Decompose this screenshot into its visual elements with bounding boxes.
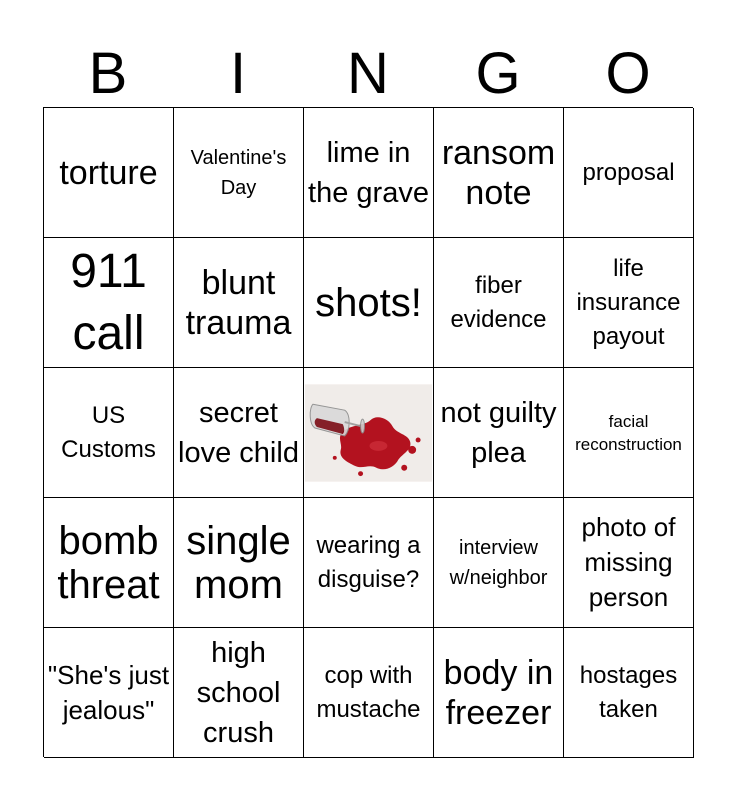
cell-label: secret love child <box>178 396 299 469</box>
bingo-cell[interactable] <box>564 498 694 628</box>
cell-label: proposal <box>582 158 675 186</box>
free-space-cell[interactable] <box>304 368 434 498</box>
cell-label: photo of missing person <box>581 512 676 612</box>
cell-label: "She's just jealous" <box>47 659 170 725</box>
cell-label: lime in the grave <box>308 136 429 209</box>
bingo-cell[interactable] <box>44 238 174 368</box>
cell-label: blunt trauma <box>185 263 292 342</box>
header-letter-o: O <box>605 41 651 106</box>
cell-label: shots! <box>315 280 422 325</box>
bingo-cell[interactable] <box>434 368 564 498</box>
cell-label: ransom note <box>441 133 556 212</box>
bingo-cell[interactable] <box>564 628 694 758</box>
bingo-cell[interactable] <box>564 368 694 498</box>
bingo-cell[interactable] <box>564 108 694 238</box>
bingo-cell[interactable] <box>304 498 434 628</box>
cell-label: Valentine's Day <box>190 146 287 199</box>
bingo-cell[interactable] <box>174 368 304 498</box>
bingo-cell[interactable] <box>44 368 174 498</box>
bingo-cell[interactable] <box>304 238 434 368</box>
bingo-cell[interactable] <box>434 628 564 758</box>
bingo-cell[interactable] <box>174 238 304 368</box>
bingo-cell[interactable] <box>174 628 304 758</box>
bingo-header <box>43 40 693 108</box>
cell-label: interview w/neighbor <box>449 536 548 589</box>
bingo-cell[interactable] <box>174 498 304 628</box>
cell-label: bomb threat <box>57 518 160 607</box>
cell-label: life insurance payout <box>576 254 681 350</box>
bingo-grid <box>43 107 693 757</box>
bingo-cell[interactable] <box>564 238 694 368</box>
cell-label: wearing a disguise? <box>316 531 421 593</box>
cell-label: cop with mustache <box>316 661 421 723</box>
bingo-cell[interactable] <box>44 108 174 238</box>
cell-label: US Customs <box>61 401 156 463</box>
cell-label: body in freezer <box>443 653 554 732</box>
header-letter-i: I <box>229 41 247 106</box>
cell-label: 911 call <box>70 244 147 360</box>
cell-label: not guilty plea <box>440 396 557 469</box>
bingo-cell[interactable] <box>434 238 564 368</box>
header-letter-g: G <box>475 41 521 106</box>
cell-label: torture <box>59 153 158 192</box>
bingo-cell[interactable] <box>44 498 174 628</box>
bingo-cell[interactable] <box>434 108 564 238</box>
header-letter-b: B <box>88 41 128 106</box>
cell-label: high school crush <box>196 636 281 749</box>
bingo-cell[interactable] <box>434 498 564 628</box>
bingo-cell[interactable] <box>304 628 434 758</box>
cell-label: fiber evidence <box>450 271 547 333</box>
spilled-red-wine-image <box>305 384 432 482</box>
header-letter-n: N <box>347 41 389 106</box>
bingo-cell[interactable] <box>174 108 304 238</box>
bingo-cell[interactable] <box>304 108 434 238</box>
bingo-cell[interactable] <box>44 628 174 758</box>
cell-label: hostages taken <box>579 661 678 723</box>
cell-label: single mom <box>186 518 291 607</box>
cell-label: facial reconstruction <box>575 411 682 454</box>
